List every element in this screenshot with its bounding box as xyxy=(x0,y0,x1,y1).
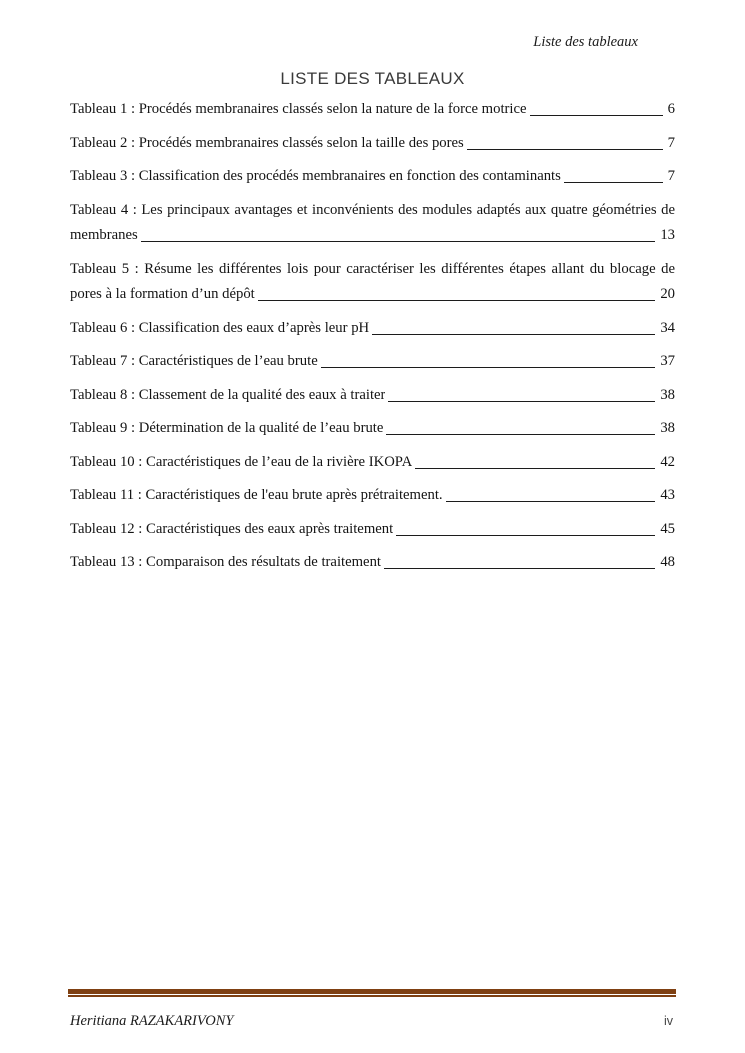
toc-page-number: 48 xyxy=(660,554,675,570)
leader-line xyxy=(258,300,656,301)
leader-line xyxy=(396,535,655,536)
toc-entry-row xyxy=(70,352,675,371)
leader-line xyxy=(386,434,655,435)
toc-entry-row xyxy=(70,134,675,153)
toc-entry-text: Tableau 1 : Procédés membranaires classés selon la nature de la force motrice xyxy=(70,101,527,117)
leader-line xyxy=(141,241,656,242)
toc-page-number: 43 xyxy=(660,487,675,503)
toc-entry[interactable] xyxy=(70,319,675,338)
toc-entry-row xyxy=(70,100,675,119)
toc-entry-text: Tableau 2 : Procédés membranaires classés selon la taille des pores xyxy=(70,134,464,151)
footer-divider-thick-line xyxy=(68,989,676,994)
toc-page-number: 7 xyxy=(667,168,675,184)
toc-entry-text: Tableau 10 : Caractéristiques de l’eau de la rivière IKOPA xyxy=(70,453,413,470)
leader-line xyxy=(372,334,655,335)
toc-entry-text: Tableau 11 : Caractéristiques de l'eau brute après prétraitement. xyxy=(70,487,443,503)
page-footer xyxy=(70,1013,673,1030)
toc-entry[interactable] xyxy=(70,260,675,305)
toc-entry[interactable] xyxy=(70,100,675,119)
toc-page-number: 7 xyxy=(667,134,675,151)
page-header-running-title: Liste des tableaux xyxy=(533,34,638,50)
toc-entry-text: Tableau 9 : Détermination de la qualité de l’eau brute xyxy=(70,420,384,436)
toc-page-number: 13 xyxy=(660,227,675,243)
toc-page-number: 34 xyxy=(660,319,675,336)
toc-entry-text-line1: Tableau 5 : Résume les différentes lois pour caractériser les différentes étapes allant du blocage de xyxy=(70,260,675,277)
toc-entry-row xyxy=(70,386,675,405)
leader-line xyxy=(388,401,655,402)
toc-page-number: 38 xyxy=(660,386,675,403)
toc-entry-row xyxy=(70,486,675,505)
toc-entry[interactable] xyxy=(70,553,675,572)
toc-page-number: 20 xyxy=(660,286,675,302)
leader-line xyxy=(530,115,663,116)
footer-page-number: iv xyxy=(663,1014,673,1028)
toc-page-number: 37 xyxy=(660,353,675,369)
toc-page-number: 6 xyxy=(667,101,675,117)
toc-entry-text: pores à la formation d’un dépôt xyxy=(70,286,255,302)
toc-entry[interactable] xyxy=(70,419,675,438)
leader-line xyxy=(384,568,655,569)
toc-entry-text-line1: Tableau 4 : Les principaux avantages et inconvénients des modules adaptés aux quatre géométries de xyxy=(70,201,675,218)
toc-entry-text: Tableau 13 : Comparaison des résultats de traitement xyxy=(70,554,381,570)
toc-entry-row xyxy=(70,319,675,338)
toc-entry-row xyxy=(70,285,675,304)
toc-page-number: 45 xyxy=(660,520,675,537)
leader-line xyxy=(564,182,663,183)
toc-entry-text: Tableau 12 : Caractéristiques des eaux après traitement xyxy=(70,520,394,537)
toc-entry[interactable] xyxy=(70,453,675,472)
toc-entry-row xyxy=(70,167,675,186)
toc-entry-text: Tableau 3 : Classification des procédés membranaires en fonction des contaminants xyxy=(70,168,561,184)
toc-entry-text: membranes xyxy=(70,227,138,243)
footer-divider-thin-line xyxy=(68,995,676,997)
toc-entry[interactable] xyxy=(70,386,675,405)
leader-line xyxy=(446,501,656,502)
page-title: LISTE DES TABLEAUX xyxy=(280,69,465,88)
toc-entry[interactable] xyxy=(70,486,675,505)
toc-entry-row xyxy=(70,419,675,438)
toc-page-number: 42 xyxy=(660,453,675,470)
toc-entry-row xyxy=(70,453,675,472)
toc-entry[interactable] xyxy=(70,352,675,371)
footer-author-name: Heritiana RAZAKARIVONY xyxy=(70,1013,234,1029)
toc-entry[interactable] xyxy=(70,201,675,246)
toc-entry[interactable] xyxy=(70,134,675,153)
toc-entry-text: Tableau 8 : Classement de la qualité des eaux à traiter xyxy=(70,386,386,403)
leader-line xyxy=(321,367,656,368)
footer-divider xyxy=(68,989,676,997)
toc-list xyxy=(70,100,675,587)
leader-line xyxy=(467,149,663,150)
toc-page-number: 38 xyxy=(660,420,675,436)
toc-entry-text: Tableau 7 : Caractéristiques de l’eau brute xyxy=(70,353,318,369)
toc-entry[interactable] xyxy=(70,167,675,186)
toc-entry-row xyxy=(70,226,675,245)
toc-entry-text: Tableau 6 : Classification des eaux d’après leur pH xyxy=(70,319,370,336)
toc-entry-row xyxy=(70,520,675,539)
toc-entry-row xyxy=(70,553,675,572)
toc-entry[interactable] xyxy=(70,520,675,539)
leader-line xyxy=(415,468,655,469)
